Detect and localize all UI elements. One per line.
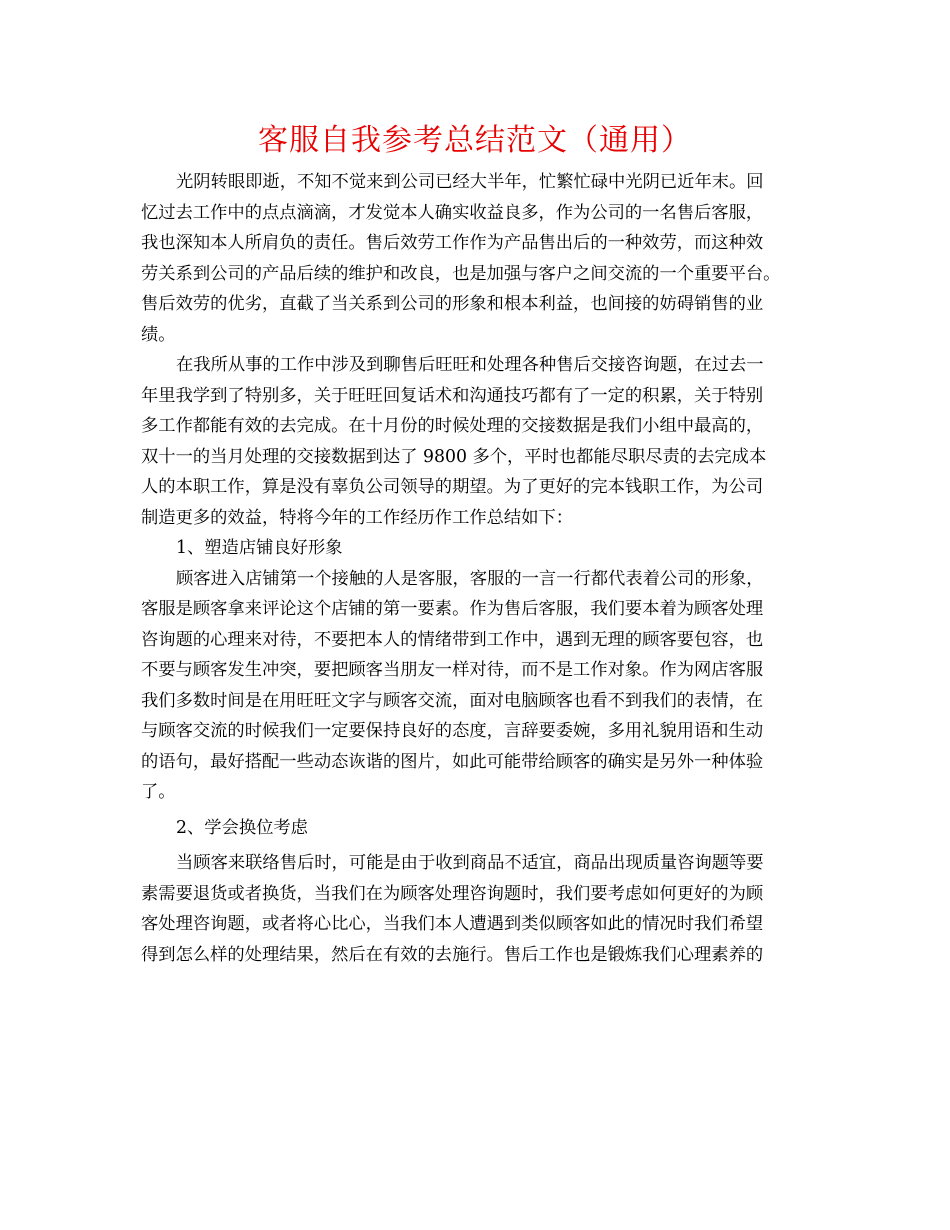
paragraph-line: 光阴转眼即逝，不知不觉来到公司已经大半年，忙繁忙碌中光阴已近年末。回 — [176, 172, 764, 192]
paragraph-line: 忆过去工作中的点点滴滴，才发觉本人确实收益良多，作为公司的一名售后客服， — [141, 202, 764, 223]
paragraph-line: 年里我学到了特别多，关于旺旺回复话术和沟通技巧都有了一定的积累，关于特别 — [141, 385, 764, 406]
paragraph-line: 双十一的当月处理的交接数据到达了 9800 多个，平时也都能尽职尽责的去完成本 — [141, 446, 767, 467]
section-heading: 1、塑造店铺良好形象 — [176, 538, 343, 558]
paragraph-line: 顾客进入店铺第一个接触的人是客服，客服的一言一行都代表着公司的形象， — [176, 568, 764, 589]
paragraph-line: 不要与顾客发生冲突，要把顾客当朋友一样对待，而不是工作对象。作为网店客服 — [141, 660, 764, 680]
paragraph-line: 制造更多的效益，特将今年的工作经历作工作总结如下： — [141, 507, 574, 528]
paragraph-line: 了。 — [141, 782, 176, 802]
paragraph-line: 多工作都能有效的去完成。在十月份的时候处理的交接数据是我们小组中最高的， — [141, 416, 764, 436]
paragraph-line: 客服是顾客拿来评论这个店铺的第一要素。作为售后客服，我们要本着为顾客处理 — [141, 599, 764, 619]
paragraph-line: 人的本职工作，算是没有辜负公司领导的期望。为了更好的完本钱职工作，为公司 — [141, 477, 764, 497]
section-heading: 2、学会换位考虑 — [176, 817, 308, 838]
paragraph-line: 的语句，最好搭配一些动态诙谐的图片，如此可能带给顾客的确实是另外一种体验 — [141, 751, 764, 772]
paragraph-line: 客处理咨询题，或者将心比心，当我们本人遭遇到类似顾客如此的情况时我们希望 — [141, 914, 764, 934]
paragraph-line: 我们多数时间是在用旺旺文字与顾客交流，面对电脑顾客也看不到我们的表情，在 — [141, 690, 764, 711]
document-title: 客服自我参考总结范文（通用） — [258, 123, 692, 158]
paragraph-line: 素需要退货或者换货，当我们在为顾客处理咨询题时，我们要考虑如何更好的为顾 — [141, 883, 764, 904]
paragraph-line: 在我所从事的工作中涉及到聊售后旺旺和处理各种售后交接咨询题，在过去一 — [176, 355, 764, 375]
paragraph-line: 售后效劳的优劣，直截了当关系到公司的形象和根本利益，也间接的妨碍销售的业 — [141, 294, 764, 314]
paragraph-line: 得到怎么样的处理结果，然后在有效的去施行。售后工作也是锻炼我们心理素养的 — [141, 944, 764, 965]
document-body — [141, 167, 833, 970]
paragraph-line: 当顾客来联络售后时，可能是由于收到商品不适宜，商品出现质量咨询题等要 — [176, 853, 764, 873]
paragraph-line: 咨询题的心理来对待，不要把本人的情绪带到工作中，遇到无理的顾客要包容，也 — [141, 629, 764, 650]
paragraph-line: 绩。 — [141, 324, 176, 345]
paragraph-line: 与顾客交流的时候我们一定要保持良好的态度，言辞要委婉，多用礼貌用语和生动 — [141, 721, 764, 741]
paragraph-line: 我也深知本人所肩负的责任。售后效劳工作作为产品售出后的一种效劳，而这种效 — [141, 233, 764, 253]
paragraph-line: 劳关系到公司的产品后续的维护和改良，也是加强与客户之间交流的一个重要平台。 — [141, 263, 781, 284]
